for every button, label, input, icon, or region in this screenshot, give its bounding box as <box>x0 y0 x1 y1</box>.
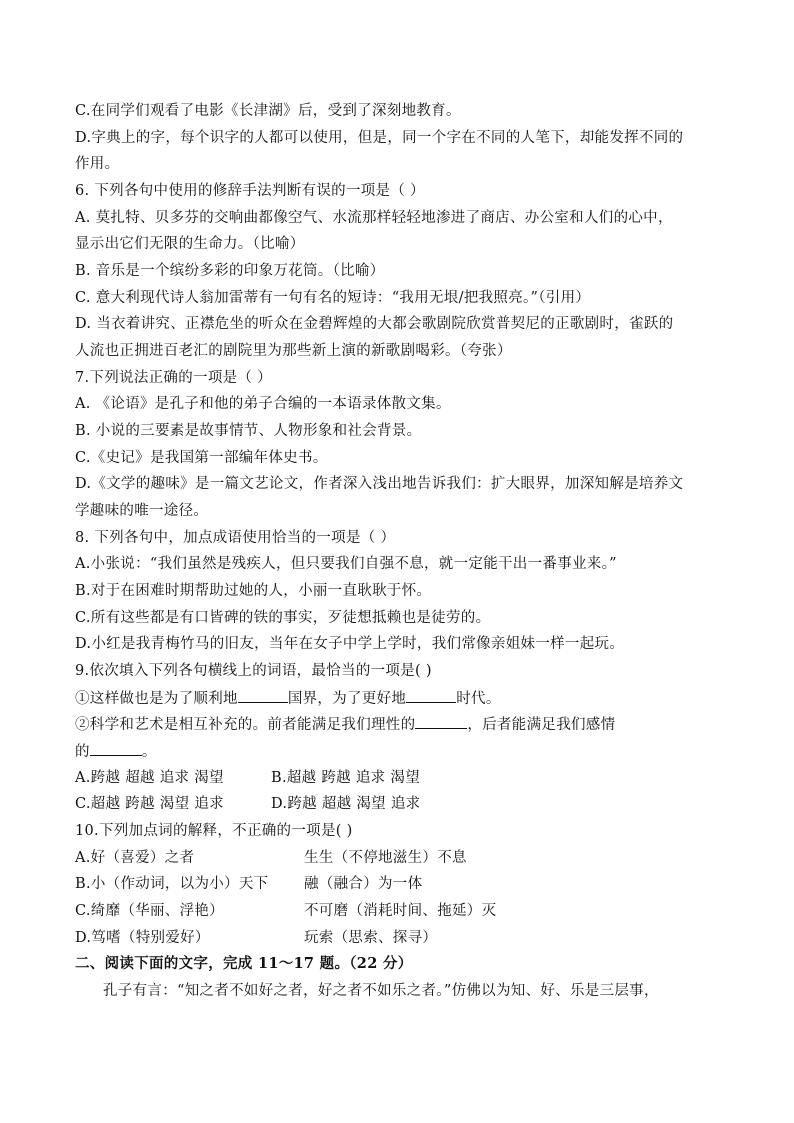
q9-s2-part1: ②科学和艺术是相互补充的。前者能满足我们理性的 <box>75 717 416 733</box>
q7-option-b: B. 小说的三要素是故事情节、人物形象和社会背景。 <box>75 423 422 439</box>
q7-option-d: D.《文学的趣味》是一篇文艺论文，作者深入浅出地告诉我们：扩大眼界，加深知解是培养文 <box>75 476 684 492</box>
q6-option-d: D. 当衣着讲究、正襟危坐的听众在金碧辉煌的大都会歌剧院欣赏普契尼的正歌剧时，雀跃的 <box>75 316 674 332</box>
q7-stem: 7.下列说法正确的一项是（ ） <box>75 370 272 386</box>
q9-s3-part2: 。 <box>141 744 157 760</box>
q10-row-a <box>75 848 467 868</box>
q10-d-left: D.笃嗜（特别爱好） <box>75 930 210 946</box>
q9-s1-part1: ①这样做也是为了顺利地 <box>75 691 238 707</box>
q6-option-d-cont: 人流也正拥进百老汇的剧院里为那些新上演的新歌剧喝彩。（夸张） <box>75 343 512 359</box>
q5-option-d-cont: 作用。 <box>75 156 120 172</box>
fill-blank-4 <box>90 741 142 756</box>
q9-option-c: C.超越 跨越 渴望 追求 <box>75 796 224 812</box>
q9-sentence-2 <box>75 714 615 735</box>
q6-option-a-cont: 显示出它们无限的生命力。（比喻） <box>75 236 305 252</box>
q8-option-d: D.小红是我青梅竹马的旧友，当年在女子中学上学时，我们常像亲姐妹一样一起玩。 <box>75 636 625 652</box>
fill-blank-2 <box>406 688 456 703</box>
q8-option-c: C.所有这些都是有口皆碑的铁的事实，歹徒想抵赖也是徒劳的。 <box>75 610 491 626</box>
q10-row-b <box>75 874 423 894</box>
q7-option-a: A. 《论语》是孔子和他的弟子合编的一本语录体散文集。 <box>75 396 451 412</box>
q9-option-b: B.超越 跨越 追求 渴望 <box>271 770 420 786</box>
q9-option-d: D.跨越 超越 渴望 追求 <box>271 796 421 812</box>
q6-option-a: A. 莫扎特、贝多芬的交响曲都像空气、水流那样轻轻地渗进了商店、办公室和人们的心中， <box>75 210 673 226</box>
q6-option-c: C. 意大利现代诗人翁加雷蒂有一句有名的短诗：“我用无垠/把我照亮。”（引用） <box>75 290 591 306</box>
q9-s3-part1: 的 <box>75 744 90 760</box>
q9-s1-part2: 国界，为了更好地 <box>287 691 407 707</box>
q8-option-a: A.小张说：“我们虽然是残疾人，但只要我们自强不息，就一定能干出一番事业来。” <box>75 556 617 572</box>
q5-option-c: C.在同学们观看了电影《长津湖》后，受到了深刻地教育。 <box>75 103 461 119</box>
q10-d-right: 玩索（思索、探寻） <box>304 930 438 946</box>
q10-row-c <box>75 901 497 921</box>
q10-row-d <box>75 928 438 948</box>
q10-b-left: B.小（作动词，以为小）天下 <box>75 876 269 892</box>
q10-b-right: 融（融合）为一体 <box>304 876 423 892</box>
q10-c-right: 不可磨（消耗时间、拖延）灭 <box>304 903 497 919</box>
q10-stem: 10.下列加点词的解释，不正确的一项是( ) <box>75 823 353 839</box>
q7-option-c: C.《史记》是我国第一部编年体史书。 <box>75 450 328 466</box>
q9-options-row-1 <box>75 768 420 788</box>
q9-s2-part2: ，后者能满足我们感情 <box>467 717 616 733</box>
reading-passage: 孔子有言：“知之者不如好之者，好之者不如乐之者。”仿佛以为知、好、乐是三层事， <box>103 983 659 999</box>
q9-sentence-1 <box>75 688 501 709</box>
q5-option-d: D.字典上的字，每个识字的人都可以使用，但是，同一个字在不同的人笔下，却能发挥不同的 <box>75 130 684 146</box>
q6-option-b: B. 音乐是一个缤纷多彩的印象万花筒。（比喻） <box>75 263 385 279</box>
q9-stem: 9.依次填入下列各句横线上的词语，最恰当的一项是( ) <box>75 663 432 679</box>
q8-stem: 8. 下列各句中，加点成语使用恰当的一项是（ ） <box>75 530 396 546</box>
q9-s1-part3: 时代。 <box>456 691 501 707</box>
q10-a-right: 生生（不停地滋生）不息 <box>304 850 467 866</box>
section-2-heading: 二、阅读下面的文字，完成 11～17 题。（22 分） <box>75 955 413 972</box>
q10-c-left: C.绮靡（华丽、浮艳） <box>75 903 224 919</box>
fill-blank-3 <box>415 714 467 729</box>
q10-a-left: A.好（喜爱）之者 <box>75 850 195 866</box>
q9-options-row-2 <box>75 794 421 814</box>
q6-stem: 6. 下列各句中使用的修辞手法判断有误的一项是（ ） <box>75 183 425 199</box>
q8-option-b: B.对于在困难时期帮助过她的人，小丽一直耿耿于怀。 <box>75 583 432 599</box>
fill-blank-1 <box>238 688 288 703</box>
q7-option-d-cont: 学趣味的唯一途径。 <box>75 503 209 519</box>
q9-option-a: A.跨越 超越 追求 渴望 <box>75 770 224 786</box>
q9-sentence-3 <box>75 741 157 762</box>
